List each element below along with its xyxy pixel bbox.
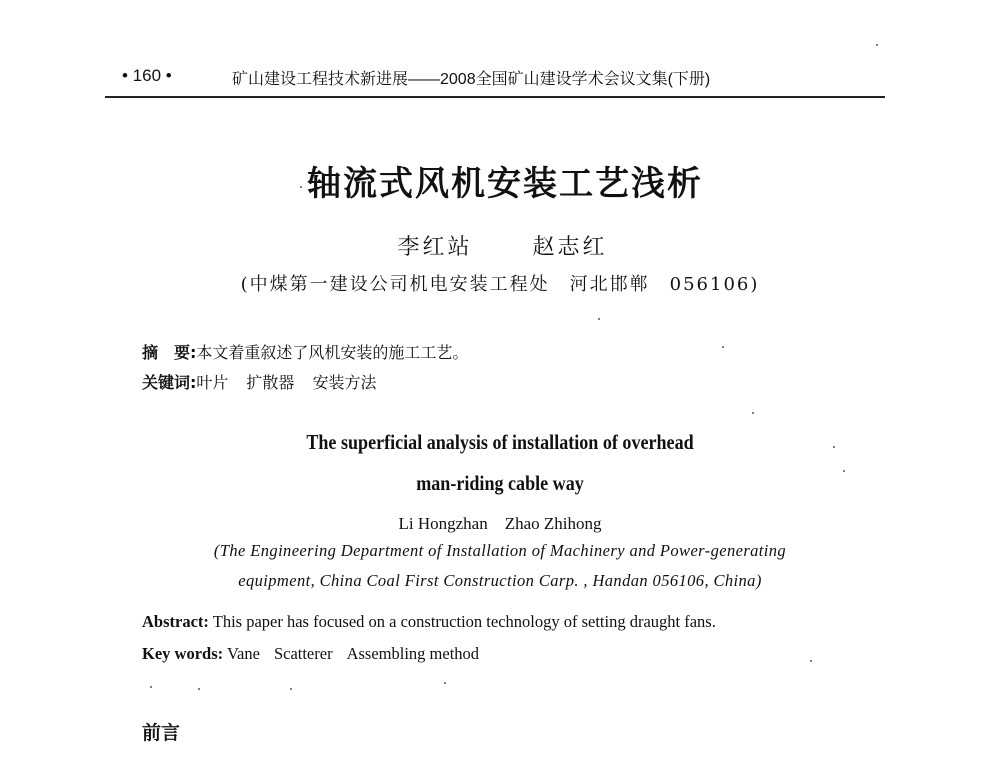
paper-title-en-line-2: man-riding cable way — [416, 471, 584, 495]
abstract-cn-label: 摘 要: — [142, 343, 197, 362]
keywords-en-label: Key words: — [142, 644, 224, 663]
keywords-cn-label: 关键词: — [142, 373, 197, 392]
page-number: • 160 • — [122, 66, 172, 85]
keyword-cn-item: 叶片 — [196, 373, 229, 392]
authors-cn — [0, 230, 1000, 261]
section-heading-preface: 前言 — [142, 722, 181, 744]
keywords-cn — [142, 370, 376, 393]
keyword-cn-item: 扩散器 — [246, 373, 295, 392]
scan-speck — [810, 660, 812, 662]
keyword-en-item: Scatterer — [273, 644, 333, 663]
scan-speck — [598, 318, 600, 320]
paper-title-cn: 轴流式风机安装工艺浅析 — [307, 164, 703, 204]
running-header-title: 矿山建设工程技术新进展——2008全国矿山建设学术会议文集(下册) — [232, 71, 711, 88]
keyword-cn-item: 安装方法 — [312, 373, 377, 392]
scan-speck — [444, 682, 446, 684]
scan-speck — [198, 688, 200, 690]
keyword-en-item: Assembling method — [346, 644, 480, 663]
paper-title-en-line-1: The superficial analysis of installation of overhead — [306, 430, 694, 454]
author-cn-2: 赵志红 — [532, 235, 608, 260]
author-cn-1: 李红站 — [397, 235, 473, 260]
keyword-en-item: Vane — [226, 644, 260, 663]
affiliation-cn: (中煤第一建设公司机电安装工程处 河北邯郸 056106) — [240, 274, 760, 295]
scan-speck — [290, 688, 292, 690]
keywords-en — [142, 644, 479, 664]
scan-speck — [300, 186, 302, 188]
scan-speck — [876, 44, 878, 46]
authors-en: Li Hongzhan Zhao Zhihong — [398, 514, 602, 533]
abstract-en — [142, 612, 716, 632]
scan-speck — [833, 446, 835, 448]
scan-speck — [843, 470, 845, 472]
abstract-cn — [142, 340, 468, 363]
scan-speck — [752, 412, 754, 414]
abstract-en-label: Abstract: — [142, 612, 209, 631]
abstract-cn-text: 本文着重叙述了风机安装的施工工艺。 — [196, 343, 469, 362]
affiliation-en-line-2: equipment, China Coal First Construction Carp. , Handan 056106, China) — [238, 571, 762, 590]
abstract-en-text: This paper has focused on a construction technology of setting draught fans. — [212, 612, 716, 631]
header-rule — [105, 96, 885, 98]
scan-speck — [150, 686, 152, 688]
affiliation-en-line-1: (The Engineering Department of Installation of Machinery and Power-generating — [213, 541, 787, 560]
scan-speck — [722, 346, 724, 348]
